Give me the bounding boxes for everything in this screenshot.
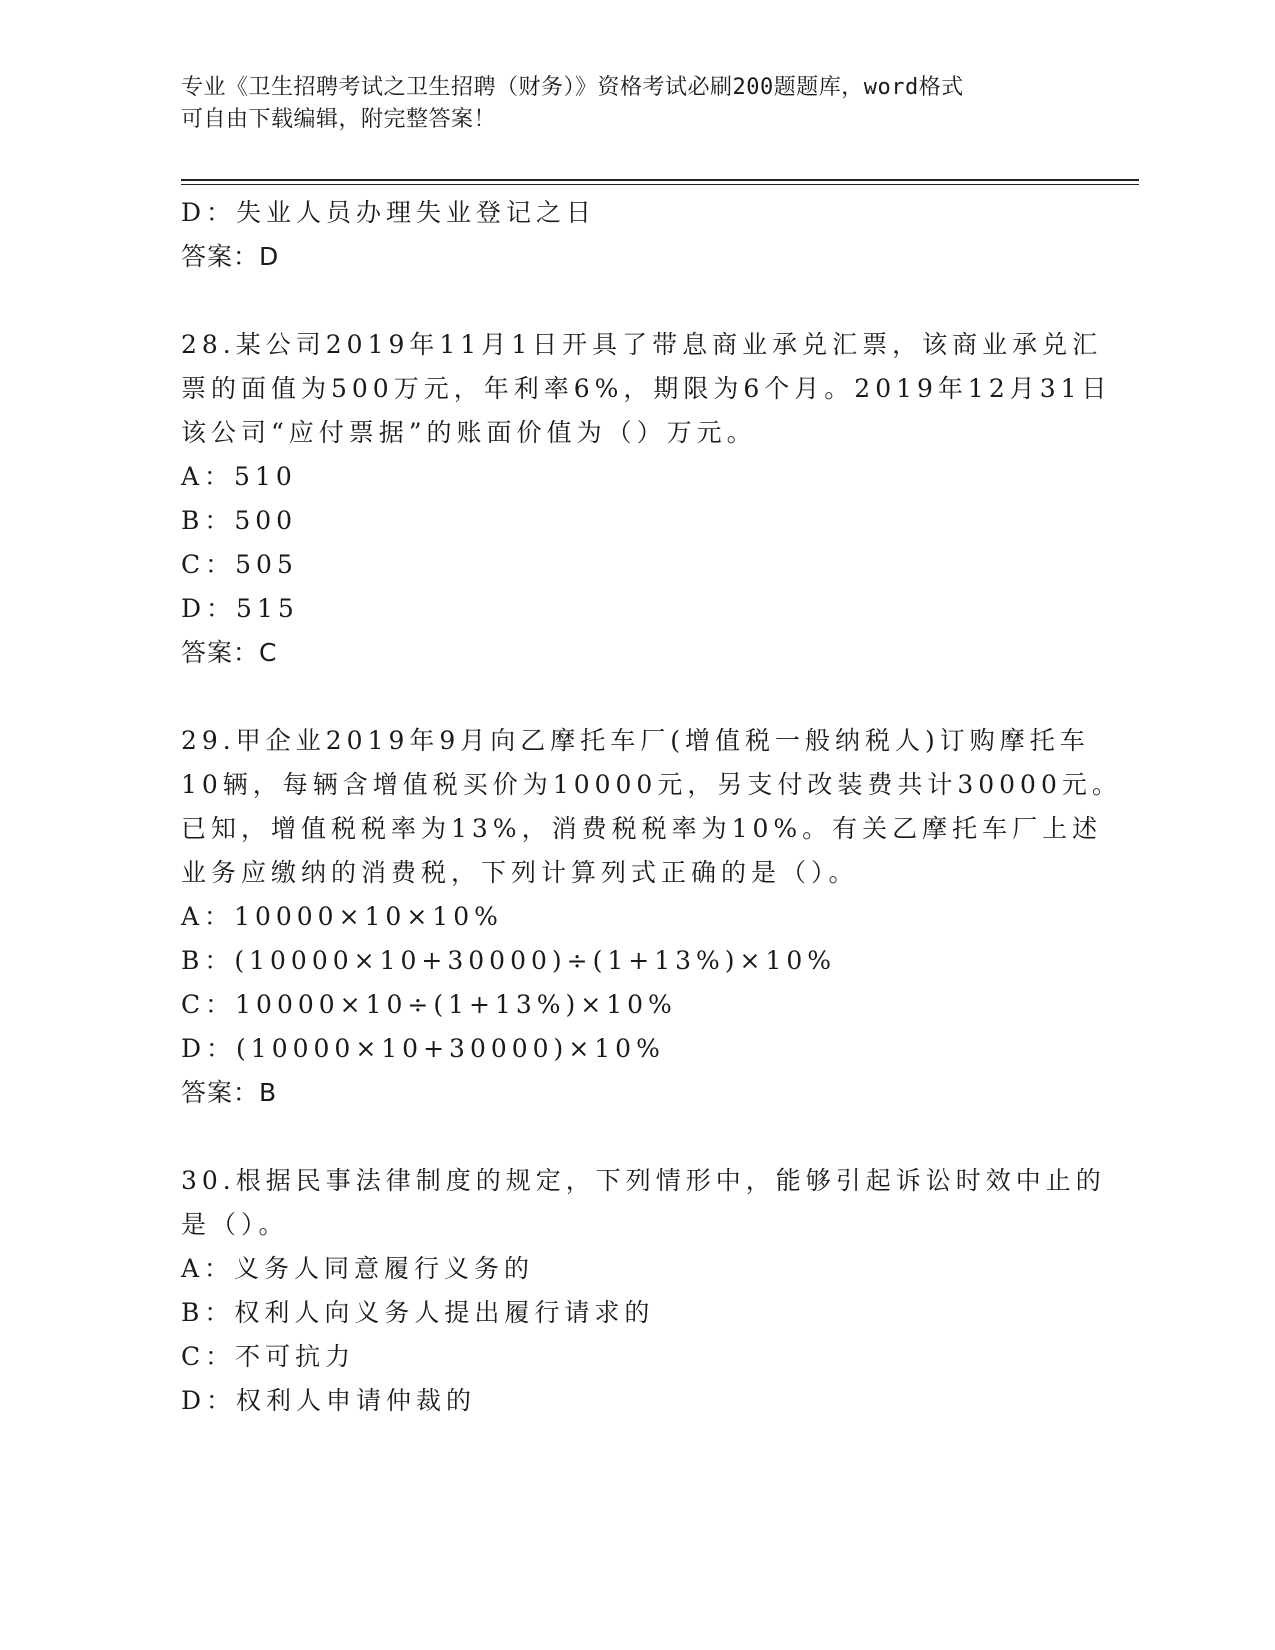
option-b: B：500 (181, 506, 298, 535)
spacer (181, 1115, 1081, 1159)
question-list (181, 191, 1122, 1423)
answer: 答案：C (181, 638, 278, 667)
option-c: C：不可抗力 (181, 1342, 356, 1371)
page-header (181, 72, 1061, 136)
question-text: 是（）。 (181, 1210, 289, 1239)
option-c: C：505 (181, 550, 298, 579)
answer: 答案：D (181, 242, 280, 271)
question-30 (181, 1159, 1106, 1423)
option-d: D：失业人员办理失业登记之日 (181, 198, 597, 227)
option-a: A：10000×10×10% (181, 902, 503, 931)
header-line-1: 专业《卫生招聘考试之卫生招聘（财务）》资格考试必刷200题题库，word格式 (181, 75, 964, 100)
question-text: 10辆，每辆含增值税买价为10000元，另支付改装费共计30000元。 (181, 770, 1122, 799)
question-text: 29.甲企业2019年9月向乙摩托车厂(增值税一般纳税人)订购摩托车 (181, 726, 1090, 755)
header-line-2: 可自由下载编辑，附完整答案！ (181, 107, 497, 132)
spacer (181, 675, 1081, 719)
option-b: B：权利人向义务人提出履行请求的 (181, 1298, 655, 1327)
question-text: 30.根据民事法律制度的规定，下列情形中，能够引起诉讼时效中止的 (181, 1166, 1106, 1195)
option-c: C：10000×10÷(1+13%)×10% (181, 990, 677, 1019)
question-28 (181, 323, 1112, 675)
header-rule-thin (181, 184, 1139, 185)
question-text: 该公司“应付票据”的账面价值为（）万元。 (181, 418, 757, 447)
option-b: B：(10000×10+30000)÷(1+13%)×10% (181, 946, 837, 975)
option-d: D：(10000×10+30000)×10% (181, 1034, 665, 1063)
option-a: A：510 (181, 462, 297, 491)
question-text: 业务应缴纳的消费税，下列计算列式正确的是（）。 (181, 858, 859, 887)
answer: 答案：B (181, 1078, 278, 1107)
option-d: D：515 (181, 594, 299, 623)
spacer (181, 279, 1081, 323)
header-rule-thick (181, 179, 1139, 181)
question-text: 28.某公司2019年11月1日开具了带息商业承兑汇票，该商业承兑汇 (181, 330, 1103, 359)
question-text: 已知，增值税税率为13%，消费税税率为10%。有关乙摩托车厂上述 (181, 814, 1103, 843)
prev-question-tail (181, 191, 1081, 279)
question-29 (181, 719, 1122, 1115)
option-d: D：权利人申请仲裁的 (181, 1386, 477, 1415)
option-a: A：义务人同意履行义务的 (181, 1254, 535, 1283)
question-text: 票的面值为500万元，年利率6%，期限为6个月。2019年12月31日 (181, 374, 1112, 403)
